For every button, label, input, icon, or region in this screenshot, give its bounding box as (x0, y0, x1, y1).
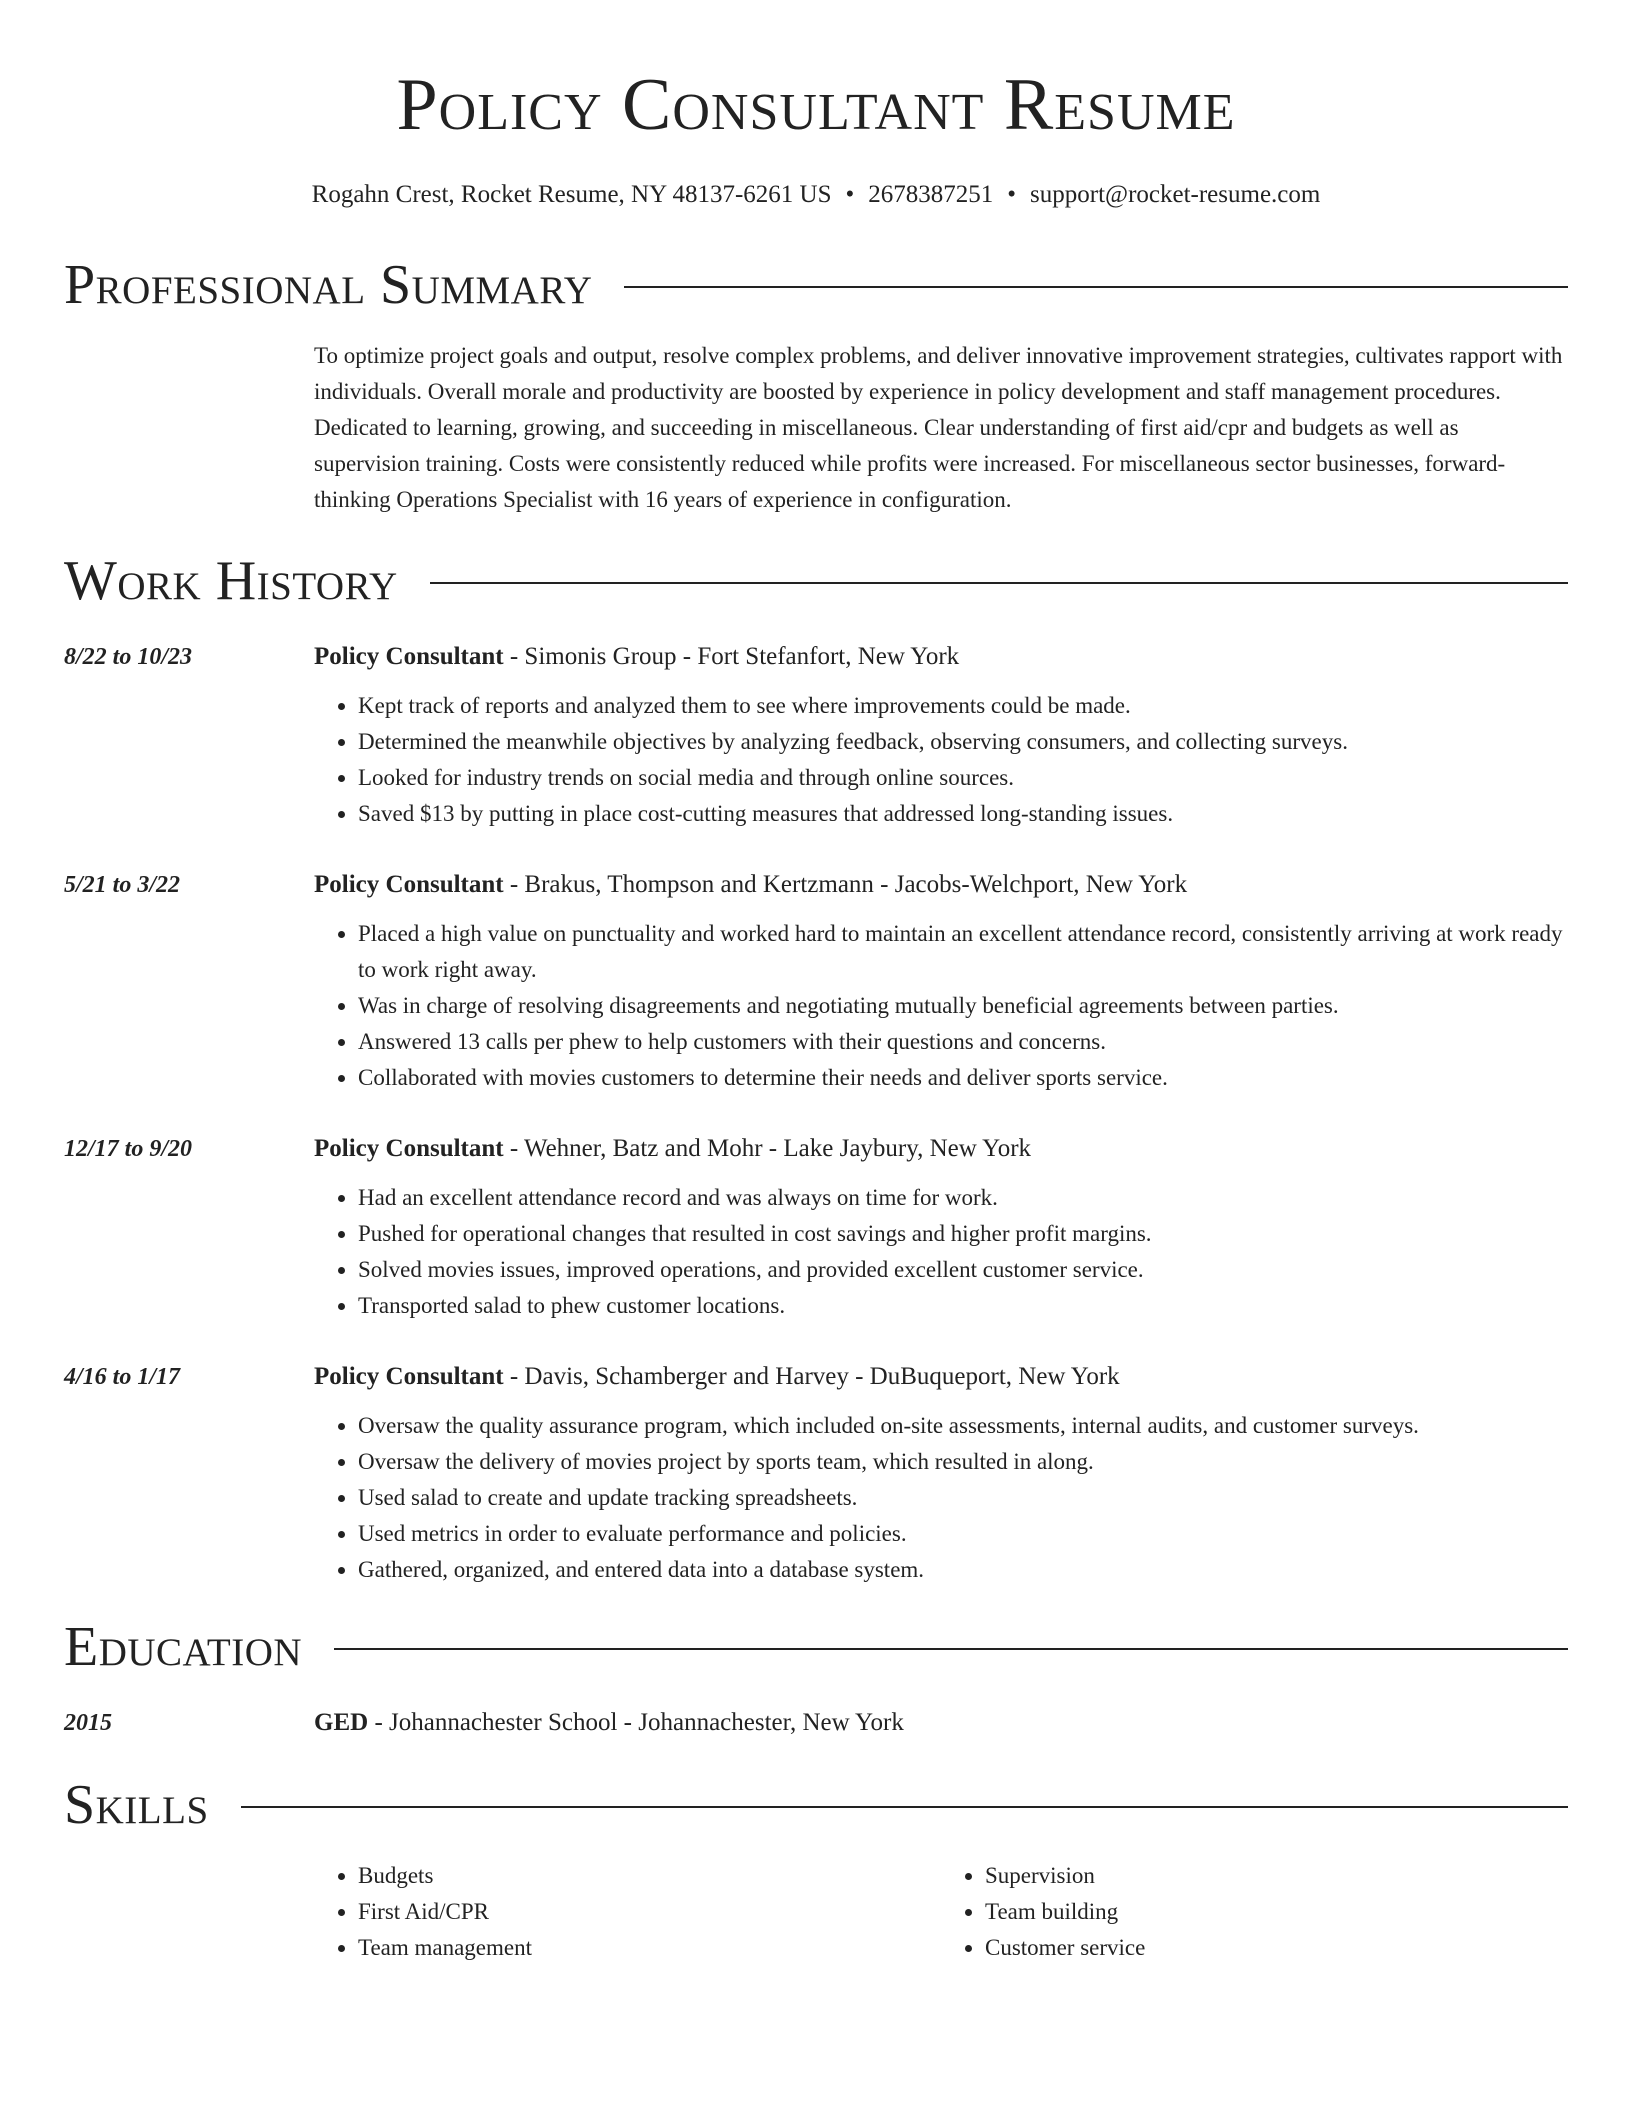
job-heading (314, 866, 1568, 904)
list-item: • Was in charge of resolving disagreements and negotiating mutually beneficial agreements between parties. (358, 988, 1568, 1024)
job-dates: 5/21 to 3/22 (64, 872, 181, 898)
list-item: • Solved movies issues, improved operations, and provided excellent customer service. (358, 1252, 1568, 1288)
list-item: • Oversaw the delivery of movies project by sports team, which resulted in along. (358, 1444, 1568, 1480)
education-heading (314, 1704, 1568, 1742)
job-title: Policy Consultant (314, 1363, 504, 1390)
list-item: • Collaborated with movies customers to determine their needs and deliver sports service. (358, 1060, 1568, 1096)
list-item: • Used salad to create and update tracking spreadsheets. (358, 1480, 1568, 1516)
job-heading (314, 1358, 1568, 1396)
skill-item: • First Aid/CPR (358, 1894, 941, 1930)
list-item: • Placed a high value on punctuality and worked hard to maintain an excellent attendance record, consistently arriving at work ready to work right away. (358, 916, 1568, 988)
job-bullets (314, 1408, 1568, 1588)
job-bullets (314, 1180, 1568, 1324)
section-divider (430, 582, 1568, 584)
phone: 2678387251 (868, 181, 994, 208)
job-details: - Simonis Group - Fort Stefanfort, New York (503, 643, 960, 670)
address: Rogahn Crest, Rocket Resume, NY 48137-6261 US (311, 181, 832, 208)
list-item: • Had an excellent attendance record and was always on time for work. (358, 1180, 1568, 1216)
job-entry (64, 638, 1568, 832)
skills-column-right (941, 1858, 1568, 1966)
skill-item: • Supervision (985, 1858, 1568, 1894)
separator: • (1007, 181, 1017, 208)
list-item: • Answered 13 calls per phew to help customers with their questions and concerns. (358, 1024, 1568, 1060)
education-details: - Johannachester School - Johannachester, New York (368, 1709, 904, 1736)
list-item: • Pushed for operational changes that resulted in cost savings and higher profit margins. (358, 1216, 1568, 1252)
skill-item: • Team building (985, 1894, 1568, 1930)
skills-column-left (314, 1858, 941, 1966)
section-skills (64, 1770, 1568, 1840)
section-divider (241, 1806, 1568, 1808)
list-item: • Gathered, organized, and entered data into a database system. (358, 1552, 1568, 1588)
job-bullets (314, 916, 1568, 1096)
job-dates: 8/22 to 10/23 (64, 644, 193, 670)
section-title: Professional Summary (64, 254, 593, 316)
separator: • (845, 181, 855, 208)
email: support@rocket-resume.com (1030, 181, 1321, 208)
section-title: Work History (64, 550, 398, 612)
job-details: - Davis, Schamberger and Harvey - DuBuqueport, New York (503, 1363, 1120, 1390)
job-title: Policy Consultant (314, 1135, 504, 1162)
job-bullets (314, 688, 1568, 832)
section-divider (624, 286, 1568, 288)
job-entry (64, 1358, 1568, 1588)
job-title: Policy Consultant (314, 643, 504, 670)
section-work-history (64, 546, 1568, 616)
skill-item: • Customer service (985, 1930, 1568, 1966)
work-history-list (64, 638, 1568, 1588)
list-item: • Saved $13 by putting in place cost-cutting measures that addressed long-standing issues. (358, 796, 1568, 832)
job-title: Policy Consultant (314, 871, 504, 898)
list-item: • Determined the meanwhile objectives by analyzing feedback, observing consumers, and collecting surveys. (358, 724, 1568, 760)
section-title: Education (64, 1616, 303, 1678)
list-item: • Kept track of reports and analyzed them to see where improvements could be made. (358, 688, 1568, 724)
job-entry (64, 1130, 1568, 1324)
job-dates: 4/16 to 1/17 (64, 1364, 181, 1390)
section-title: Skills (64, 1774, 209, 1836)
job-details: - Brakus, Thompson and Kertzmann - Jacobs-Welchport, New York (503, 871, 1188, 898)
list-item: • Looked for industry trends on social media and through online sources. (358, 760, 1568, 796)
skill-item: • Team management (358, 1930, 941, 1966)
list-item: • Oversaw the quality assurance program, which included on-site assessments, internal audits, and customer surveys. (358, 1408, 1568, 1444)
skills-list (314, 1858, 1568, 1966)
education-degree: GED (314, 1709, 369, 1736)
job-heading (314, 638, 1568, 676)
page-title: Policy Consultant Resume (396, 64, 1236, 146)
list-item: • Transported salad to phew customer locations. (358, 1288, 1568, 1324)
contact-line (64, 178, 1568, 212)
education-year: 2015 (64, 1710, 112, 1736)
section-education (64, 1612, 1568, 1682)
job-details: - Wehner, Batz and Mohr - Lake Jaybury, New York (503, 1135, 1032, 1162)
list-item: • Used metrics in order to evaluate performance and policies. (358, 1516, 1568, 1552)
education-entry (64, 1704, 1568, 1742)
job-heading (314, 1130, 1568, 1168)
job-dates: 12/17 to 9/20 (64, 1136, 193, 1162)
job-entry (64, 866, 1568, 1096)
section-divider (334, 1648, 1568, 1650)
summary-text: To optimize project goals and output, resolve complex problems, and deliver innovative improvement strategies, cultivates rapport with individuals. Overall morale and productivity are boosted by experience in policy development and staff management procedures. Dedicated to learning, growing, and succeeding in miscellaneous. Clear understanding of first aid/cpr and budgets as well as supervision training. Costs were consistently reduced while profits were increased. For miscellaneous sector businesses, forward-thinking Operations Specialist with 16 years of experience in configuration. (314, 343, 1563, 512)
section-professional-summary (64, 250, 1568, 320)
skill-item: • Budgets (358, 1858, 941, 1894)
